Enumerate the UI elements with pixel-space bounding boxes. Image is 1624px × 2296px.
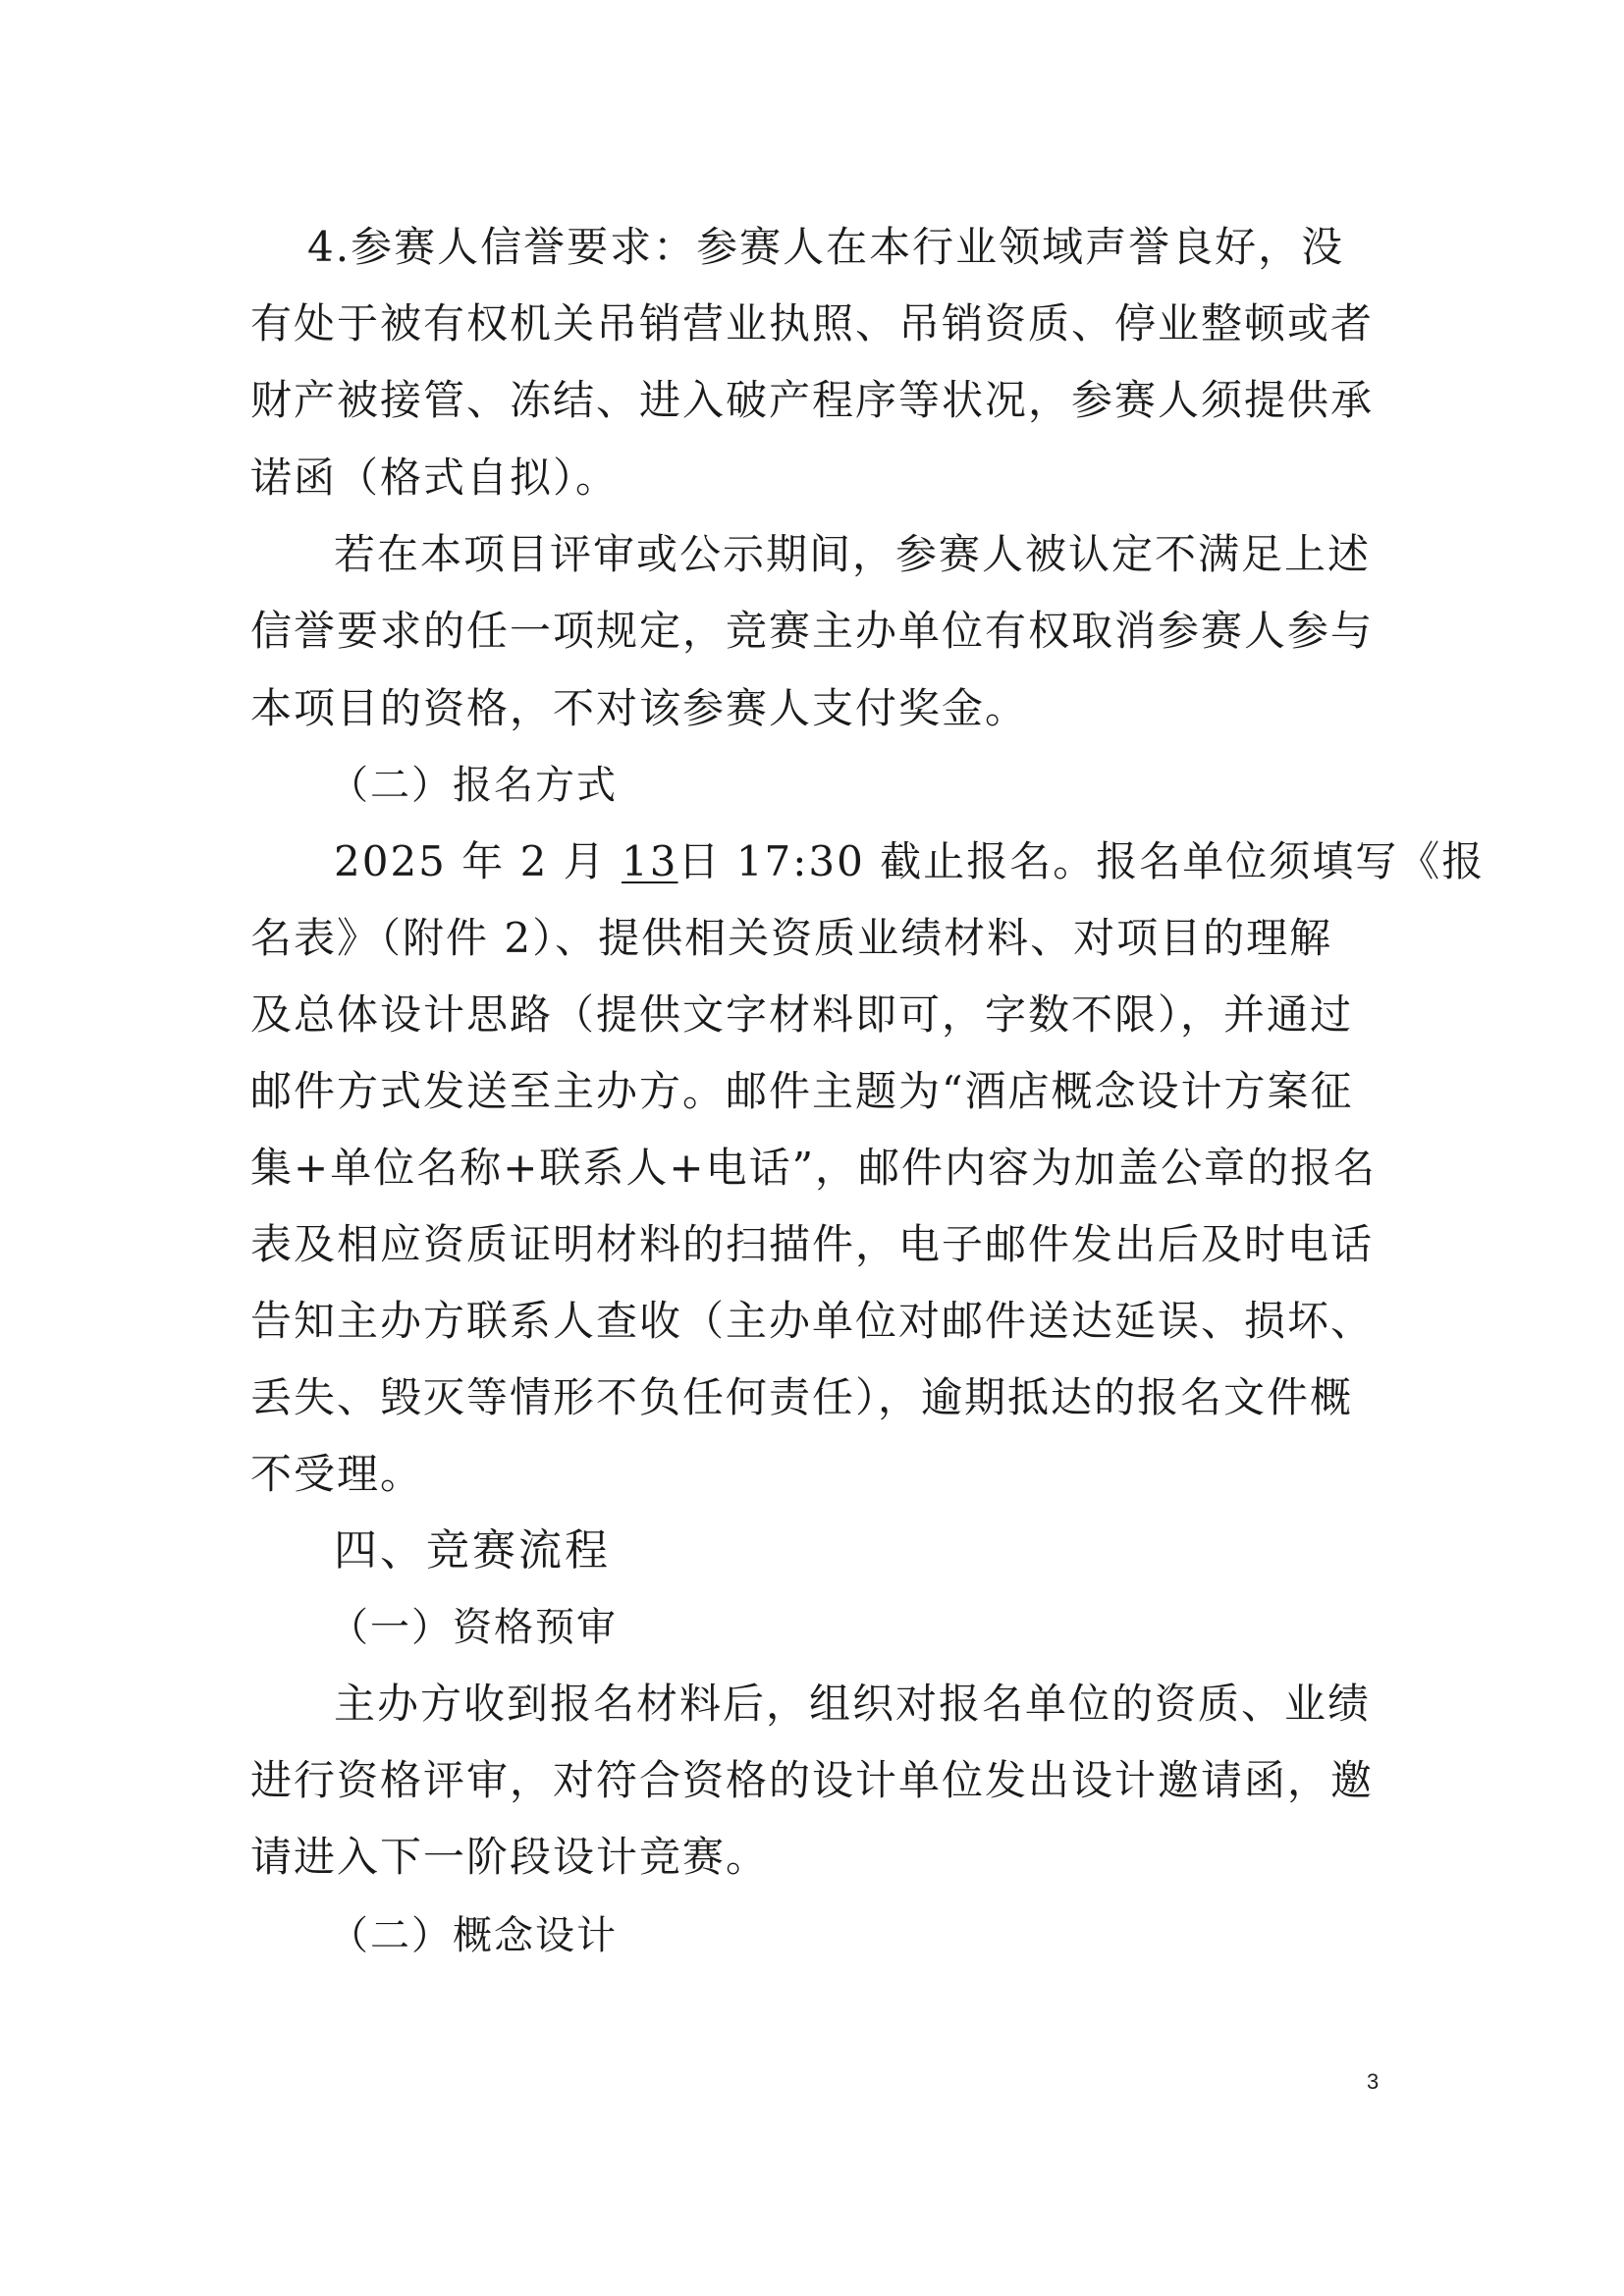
section-heading: 四、竞赛流程 bbox=[334, 1525, 611, 1575]
section-subheading: （一）资格预审 bbox=[329, 1605, 618, 1650]
text-line: 诺函（格式自拟）。 bbox=[250, 454, 620, 502]
text-line: 主办方收到报名材料后，组织对报名单位的资质、业绩 bbox=[334, 1680, 1372, 1728]
text-line: 有处于被有权机关吊销营业执照、吊销资质、停业整顿或者 bbox=[250, 299, 1375, 347]
text-line: 告知主办方联系人查收（主办单位对邮件送达延误、损坏、 bbox=[250, 1297, 1375, 1345]
text-line: 4.参赛人信誉要求：参赛人在本行业领域声誉良好，没 bbox=[307, 223, 1345, 271]
text-line: 本项目的资格，不对该参赛人支付奖金。 bbox=[250, 684, 1029, 732]
deadline-date-prefix: 2025 年 2 月 bbox=[334, 837, 623, 885]
text-line: 集+单位名称+联系人+电话”，邮件内容为加盖公章的报名 bbox=[250, 1144, 1378, 1192]
deadline-date-suffix: 日 17:30 截止报名。报名单位须填写《报 bbox=[677, 837, 1486, 885]
text-line: 及总体设计思路（提供文字材料即可，字数不限），并通过 bbox=[250, 990, 1354, 1039]
section-subheading: （二）概念设计 bbox=[329, 1913, 618, 1958]
text-line: 名表》（附件 2）、提供相关资质业绩材料、对项目的理解 bbox=[250, 914, 1333, 962]
text-line: 不受理。 bbox=[250, 1450, 424, 1498]
page-number: 3 bbox=[1367, 2069, 1380, 2094]
text-line: 信誉要求的任一项规定，竞赛主办单位有权取消参赛人参与 bbox=[250, 607, 1375, 655]
deadline-line bbox=[334, 832, 1485, 891]
text-line: 邮件方式发送至主办方。邮件主题为“酒店概念设计方案征 bbox=[250, 1067, 1354, 1115]
text-line: 财产被接管、冻结、进入破产程序等状况，参赛人须提供承 bbox=[250, 376, 1375, 424]
text-line: 表及相应资质证明材料的扫描件，电子邮件发出后及时电话 bbox=[250, 1220, 1375, 1268]
text-line: 进行资格评审，对符合资格的设计单位发出设计邀请函，邀 bbox=[250, 1756, 1375, 1804]
section-subheading: （二）报名方式 bbox=[329, 763, 618, 808]
text-line: 若在本项目评审或公示期间，参赛人被认定不满足上述 bbox=[334, 530, 1372, 578]
text-line: 丢失、毁灭等情形不负任何责任），逾期抵达的报名文件概 bbox=[250, 1373, 1354, 1421]
text-line: 请进入下一阶段设计竞赛。 bbox=[250, 1833, 770, 1881]
deadline-day: 13 bbox=[622, 837, 678, 885]
